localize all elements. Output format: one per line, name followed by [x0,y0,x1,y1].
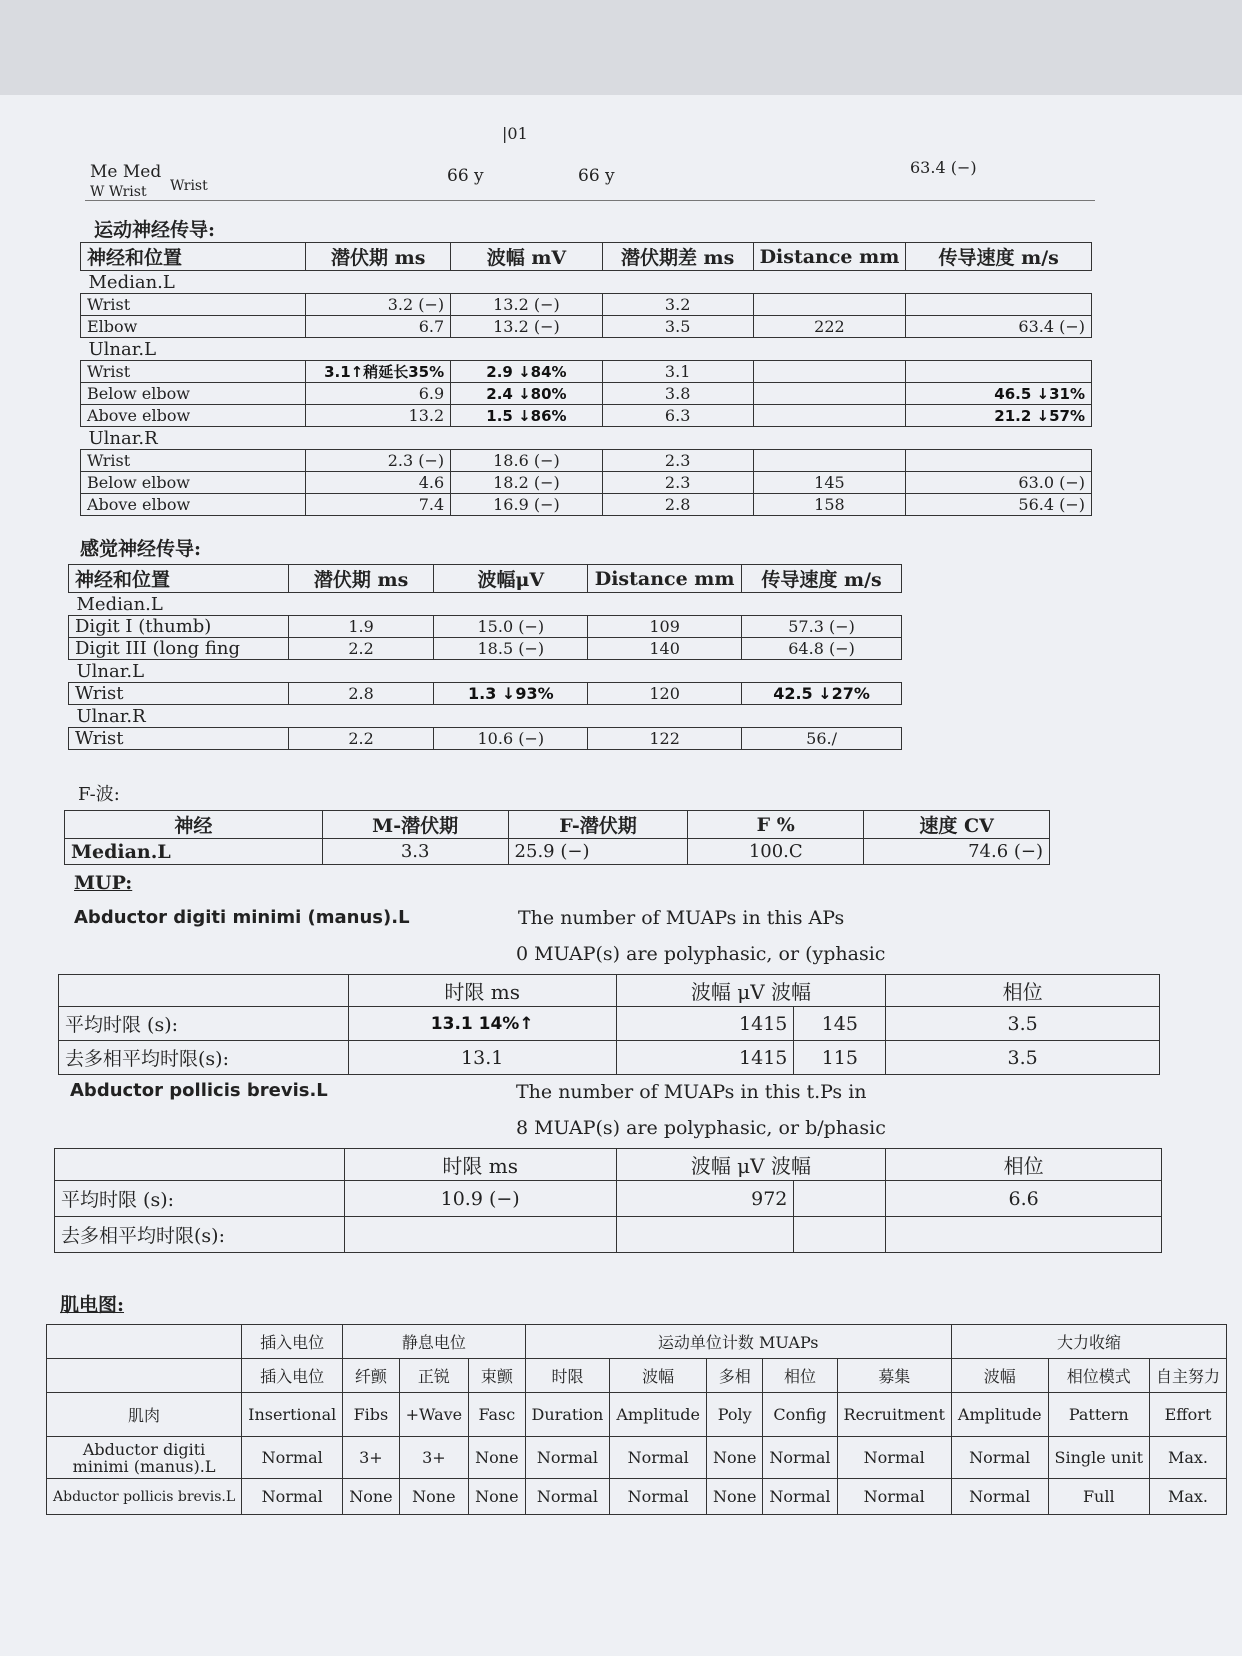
emg-cell: Normal [242,1437,343,1479]
amplitude2-cell: 145 [794,1007,886,1041]
distance-cell: 140 [588,638,742,660]
emg-sub-cn: 自主努力 [1150,1359,1227,1393]
amplitude-cell: 13.2 (−) [451,316,603,338]
site-cell: Wrist [69,683,289,705]
emg-group-maximal: 大力收缩 [951,1325,1226,1359]
row-label: 去多相平均时限(s): [55,1217,345,1253]
amplitude-cell: 15.0 (−) [434,616,588,638]
table-row [81,450,1092,472]
latency-diff-cell: 2.8 [602,494,753,516]
row-label: 去多相平均时限(s): [59,1041,349,1075]
amplitude-cell: 18.2 (−) [451,472,603,494]
emg-cell: Max. [1150,1437,1227,1479]
latency-diff-cell: 2.3 [602,472,753,494]
emg-sub-en: Fibs [343,1393,399,1437]
table-row [69,728,902,750]
amplitude-cell: 1415 [616,1041,794,1075]
distance-cell [753,405,906,427]
site-cell: Wrist [81,294,306,316]
mup-col-duration: 时限 ms [348,975,616,1007]
emg-cell: None [469,1479,525,1515]
motor-col-amplitude: 波幅 mV [451,243,603,271]
emg-sub-en: Duration [525,1393,610,1437]
latency-cell: 7.4 [306,494,451,516]
site-cell: Wrist [81,361,306,383]
group-label: Median.L [76,593,163,615]
table-row [81,472,1092,494]
amplitude-cell: 1.3 ↓93% [434,683,588,705]
latency-diff-cell: 3.1 [602,361,753,383]
muap-polyphasic-line: 8 MUAP(s) are polyphasic, or b/phasic [516,1117,886,1139]
amplitude-cell: 1.5 ↓86% [451,405,603,427]
m-latency-cell: 3.3 [322,839,508,865]
emg-sub-cn: 时限 [525,1359,610,1393]
emg-group-row [47,1325,1227,1359]
muscle-name-2: Abductor pollicis brevis.L [70,1080,328,1101]
table-row [55,1217,1162,1253]
velocity-cell [906,361,1092,383]
emg-muscle-cell: Abductor digiti minimi (manus).L [47,1437,242,1479]
emg-group-muaps: 运动单位计数 MUAPs [525,1325,951,1359]
table-row [65,839,1050,865]
latency-cell: 6.9 [306,383,451,405]
velocity-cell: 57.3 (−) [742,616,902,638]
emg-cell: Normal [242,1479,343,1515]
table-row [81,405,1092,427]
amplitude-cell: 16.9 (−) [451,494,603,516]
sensory-col-distance: Distance mm [588,565,742,593]
site-cell: Above elbow [81,494,306,516]
fwave-header-row [65,811,1050,839]
emg-sub-cn: 多相 [707,1359,763,1393]
distance-cell [753,383,906,405]
latency-cell: 2.2 [288,638,434,660]
amplitude-cell: 10.6 (−) [434,728,588,750]
phase-cell: 3.5 [886,1007,1160,1041]
motor-header-row [81,243,1092,271]
table-row [55,1181,1162,1217]
emg-sub-cn: 募集 [837,1359,951,1393]
mup-col-duration: 时限 ms [344,1149,616,1181]
emg-table [46,1324,1227,1515]
site-cell: Below elbow [81,472,306,494]
emg-corner [47,1359,242,1393]
patient-sub: W Wrist [90,184,147,200]
motor-col-distance: Distance mm [753,243,906,271]
group-label: Ulnar.L [88,338,157,360]
muap-count-line: The number of MUAPs in this t.Ps in [516,1081,867,1103]
table-row [47,1479,1227,1515]
fwave-col-cv: 速度 CV [864,811,1050,839]
table-row [81,494,1092,516]
mup-col-amplitude: 波幅 μV 波幅 [616,1149,886,1181]
header-rule [85,200,1095,201]
table-row [81,383,1092,405]
table-row [69,638,902,660]
emg-cell: Max. [1150,1479,1227,1515]
emg-cell: Normal [610,1437,707,1479]
mup-header-row [55,1149,1162,1181]
emg-cell: Normal [837,1479,951,1515]
group-label: Ulnar.R [88,427,158,449]
latency-cell: 3.2 (−) [306,294,451,316]
distance-cell: 222 [753,316,906,338]
site-cell: Wrist [81,450,306,472]
nerve-cell: Median.L [65,839,323,865]
site-cell: Above elbow [81,405,306,427]
velocity-cell [906,450,1092,472]
latency-diff-cell: 3.8 [602,383,753,405]
motor-col-latency: 潜伏期 ms [306,243,451,271]
group-label: Ulnar.L [76,660,145,682]
emg-cell: Normal [763,1437,837,1479]
page-number: |01 [502,124,528,143]
velocity-cell [906,294,1092,316]
emg-title: 肌电图: [60,1294,125,1316]
emg-cell: None [343,1479,399,1515]
sensory-title: 感觉神经传导: [80,538,202,560]
emg-sub-en: Insertional [242,1393,343,1437]
muap-count-line: The number of MUAPs in this APs [518,907,845,929]
emg-subheader-en-row [47,1393,1227,1437]
age-1: 66 y [447,166,484,186]
motor-table [80,242,1092,516]
distance-cell [753,294,906,316]
f-percent-cell: 100.C [688,839,864,865]
table-row [59,1007,1160,1041]
amplitude2-cell: 115 [794,1041,886,1075]
sensory-col-amplitude: 波幅μV [434,565,588,593]
emg-sub-cn: 波幅 [951,1359,1048,1393]
mup-col-phase: 相位 [886,1149,1162,1181]
emg-sub-en: Amplitude [610,1393,707,1437]
velocity-cell: 42.5 ↓27% [742,683,902,705]
site-cell: Digit III (long fing [69,638,289,660]
amplitude-cell: 1415 [616,1007,794,1041]
amplitude2-cell [794,1181,886,1217]
mup-table-2 [54,1148,1162,1253]
phase-cell: 6.6 [886,1181,1162,1217]
latency-cell: 3.1↑稍延长35% [306,361,451,383]
amplitude-cell: 972 [616,1181,794,1217]
motor-col-latency-diff: 潜伏期差 ms [602,243,753,271]
mup-col-blank [55,1149,345,1181]
emg-cell: None [707,1479,763,1515]
distance-cell: 145 [753,472,906,494]
distance-cell: 109 [588,616,742,638]
emg-cell: None [399,1479,469,1515]
duration-cell: 10.9 (−) [344,1181,616,1217]
latency-cell: 2.3 (−) [306,450,451,472]
emg-muscle-cell: Abductor pollicis brevis.L [47,1479,242,1515]
top-value: 63.4 (−) [910,158,977,177]
emg-subheader-cn-row [47,1359,1227,1393]
table-row [81,361,1092,383]
mup-col-blank [59,975,349,1007]
emg-sub-en: Config [763,1393,837,1437]
emg-sub-en: Recruitment [837,1393,951,1437]
mup-col-amplitude: 波幅 μV 波幅 [616,975,886,1007]
sensory-header-row [69,565,902,593]
patient-name: Me Med [90,162,162,182]
mup-title: MUP: [74,872,133,894]
duration-cell [344,1217,616,1253]
sensory-col-velocity: 传导速度 m/s [742,565,902,593]
latency-cell: 4.6 [306,472,451,494]
sensory-table [68,564,902,750]
emg-cell: 3+ [343,1437,399,1479]
group-label: Median.L [88,271,175,293]
phase-cell [886,1217,1162,1253]
emg-cell: Normal [837,1437,951,1479]
emg-cell: Normal [525,1479,610,1515]
emg-cell: Normal [610,1479,707,1515]
emg-cell: 3+ [399,1437,469,1479]
distance-cell: 120 [588,683,742,705]
distance-cell: 158 [753,494,906,516]
latency-cell: 2.2 [288,728,434,750]
duration-cell: 13.1 14%↑ [348,1007,616,1041]
emg-sub-cn: 正锐 [399,1359,469,1393]
velocity-cell: 46.5 ↓31% [906,383,1092,405]
emg-cell: Normal [951,1437,1048,1479]
velocity-cell: 21.2 ↓57% [906,405,1092,427]
emg-corner [47,1325,242,1359]
table-row [81,294,1092,316]
motor-col-nerve: 神经和位置 [81,243,306,271]
sensory-col-nerve: 神经和位置 [69,565,289,593]
mup-col-phase: 相位 [886,975,1160,1007]
latency-cell: 1.9 [288,616,434,638]
table-row [69,616,902,638]
muscle-name-1: Abductor digiti minimi (manus).L [74,907,410,928]
latency-diff-cell: 6.3 [602,405,753,427]
emg-sub-en: Amplitude [951,1393,1048,1437]
emg-group-insertional: 插入电位 [242,1325,343,1359]
amplitude-cell: 2.9 ↓84% [451,361,603,383]
latency-cell: 6.7 [306,316,451,338]
cv-cell: 74.6 (−) [864,839,1050,865]
fwave-col-nerve: 神经 [65,811,323,839]
distance-cell [753,361,906,383]
velocity-cell: 63.0 (−) [906,472,1092,494]
emg-cell: None [469,1437,525,1479]
fwave-col-m-latency: M-潜伏期 [322,811,508,839]
site-cell: Wrist [69,728,289,750]
row-label: 平均时限 (s): [59,1007,349,1041]
mup-table-1 [58,974,1160,1075]
distance-cell [753,450,906,472]
latency-diff-cell: 3.2 [602,294,753,316]
site-cell: Elbow [81,316,306,338]
amplitude-cell [616,1217,794,1253]
emg-sub-en: +Wave [399,1393,469,1437]
site-cell: Below elbow [81,383,306,405]
site-cell: Digit I (thumb) [69,616,289,638]
motor-title: 运动神经传导: [94,219,216,241]
patient-wrist: Wrist [170,178,208,194]
motor-col-velocity: 传导速度 m/s [906,243,1092,271]
emg-sub-cn: 纤颤 [343,1359,399,1393]
amplitude-cell: 18.6 (−) [451,450,603,472]
latency-diff-cell: 3.5 [602,316,753,338]
group-label: Ulnar.R [76,705,146,727]
emg-sub-cn: 相位 [763,1359,837,1393]
table-row [59,1041,1160,1075]
table-row [47,1437,1227,1479]
fwave-title: F-波: [78,784,120,805]
emg-cell: Normal [525,1437,610,1479]
distance-cell: 122 [588,728,742,750]
age-2: 66 y [578,166,615,186]
amplitude-cell: 13.2 (−) [451,294,603,316]
phase-cell: 3.5 [886,1041,1160,1075]
emg-cell: Single unit [1048,1437,1149,1479]
velocity-cell: 56./ [742,728,902,750]
table-row [81,316,1092,338]
emg-sub-cn: 相位模式 [1048,1359,1149,1393]
latency-cell: 2.8 [288,683,434,705]
emg-sub-en: Fasc [469,1393,525,1437]
muap-polyphasic-line: 0 MUAP(s) are polyphasic, or (yphasic [516,943,886,965]
f-latency-cell: 25.9 (−) [508,839,688,865]
emg-cell: Full [1048,1479,1149,1515]
amplitude2-cell [794,1217,886,1253]
emg-sub-cn: 波幅 [610,1359,707,1393]
emg-cell: Normal [951,1479,1048,1515]
latency-diff-cell: 2.3 [602,450,753,472]
velocity-cell: 56.4 (−) [906,494,1092,516]
emg-sub-en: Pattern [1048,1393,1149,1437]
emg-sub-en: Poly [707,1393,763,1437]
amplitude-cell: 18.5 (−) [434,638,588,660]
row-label: 平均时限 (s): [55,1181,345,1217]
duration-cell: 13.1 [348,1041,616,1075]
emg-group-spontaneous: 静息电位 [343,1325,525,1359]
amplitude-cell: 2.4 ↓80% [451,383,603,405]
fwave-col-f-latency: F-潜伏期 [508,811,688,839]
emg-sub-en: Effort [1150,1393,1227,1437]
emg-sub-cn: 插入电位 [242,1359,343,1393]
sensory-col-latency: 潜伏期 ms [288,565,434,593]
latency-cell: 13.2 [306,405,451,427]
emg-muscle-header: 肌肉 [47,1393,242,1437]
velocity-cell: 64.8 (−) [742,638,902,660]
emg-sub-cn: 束颤 [469,1359,525,1393]
emg-cell: None [707,1437,763,1479]
mup-header-row [59,975,1160,1007]
velocity-cell: 63.4 (−) [906,316,1092,338]
fwave-table [64,810,1050,865]
emg-cell: Normal [763,1479,837,1515]
table-row [69,683,902,705]
fwave-col-f-percent: F % [688,811,864,839]
